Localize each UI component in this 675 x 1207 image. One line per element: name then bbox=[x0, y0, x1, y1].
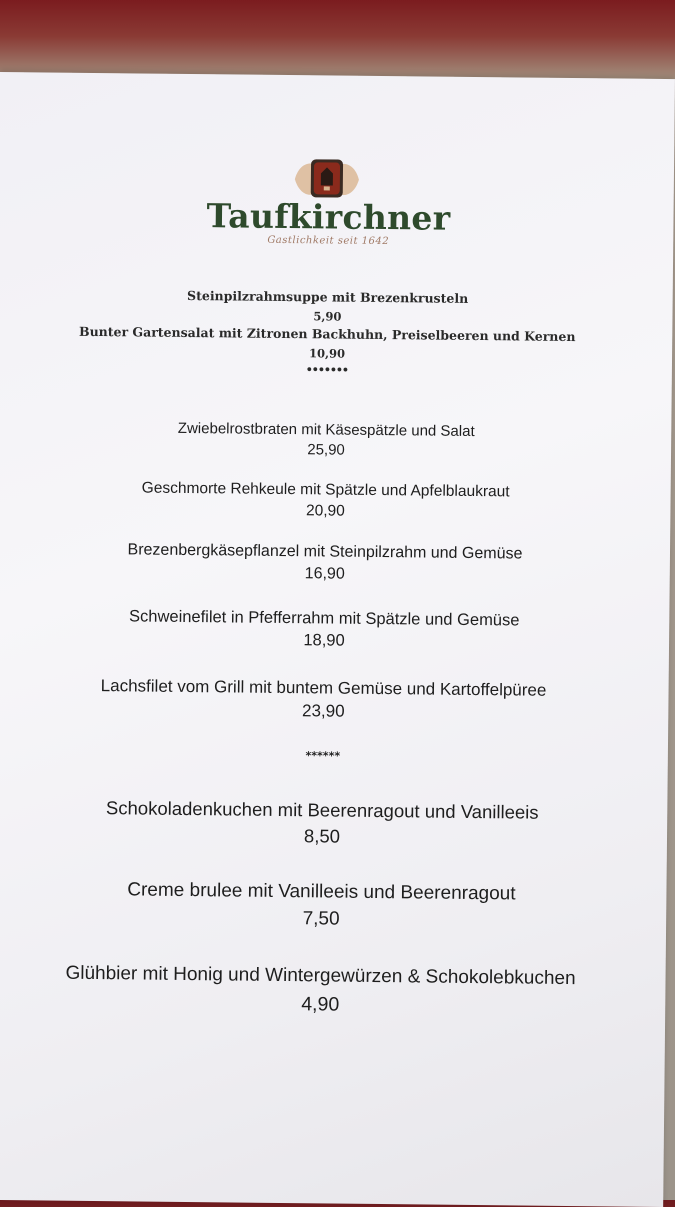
main-1-name: Zwiebelrostbraten mit Käsespätzle und Salat bbox=[177, 419, 475, 440]
starter-1-price: 5,90 bbox=[313, 309, 342, 324]
tablecloth-background bbox=[0, 0, 675, 80]
separator-dots: ••••••• bbox=[305, 363, 349, 377]
main-5-name: Lachsfilet vom Grill mit buntem Gemüse und Kartoffelpüree bbox=[100, 676, 547, 700]
dessert-2-price: 7,50 bbox=[302, 908, 340, 930]
brand-name: Taufkirchner bbox=[206, 196, 451, 238]
dessert-3-price: 4,90 bbox=[301, 993, 340, 1016]
main-2-price: 20,90 bbox=[305, 502, 345, 520]
starter-2-name: Bunter Gartensalat mit Zitronen Backhuhn, Preiselbeeren und Kernen bbox=[78, 323, 576, 345]
main-3-price: 16,90 bbox=[304, 565, 345, 583]
main-4-name: Schweinefilet in Pfefferrahm mit Spätzle und Gemüse bbox=[129, 607, 520, 630]
main-1-price: 25,90 bbox=[307, 441, 345, 459]
dessert-2-name: Creme brulee mit Vanilleeis und Beerenragout bbox=[127, 879, 516, 905]
separator-stars: ****** bbox=[305, 749, 341, 763]
menu-sheet bbox=[0, 72, 675, 1207]
main-5-price: 23,90 bbox=[301, 701, 345, 721]
main-3-name: Brezenbergkäsepflanzel mit Steinpilzrahm und Gemüse bbox=[127, 541, 523, 563]
starter-2-price: 10,90 bbox=[308, 346, 346, 361]
main-4-price: 18,90 bbox=[303, 631, 345, 650]
starter-1-name: Steinpilzrahmsuppe mit Brezenkrusteln bbox=[187, 287, 469, 306]
main-2-name: Geschmorte Rehkeule mit Spätzle und Apfelblaukraut bbox=[141, 479, 510, 501]
dessert-1-name: Schokoladenkuchen mit Beerenragout und Vanilleeis bbox=[105, 797, 539, 823]
dessert-1-price: 8,50 bbox=[303, 825, 341, 847]
dessert-3-name: Glühbier mit Honig und Wintergewürzen & Schokolebkuchen bbox=[65, 962, 576, 990]
brand-tagline: Gastlichkeit seit 1642 bbox=[267, 234, 390, 248]
